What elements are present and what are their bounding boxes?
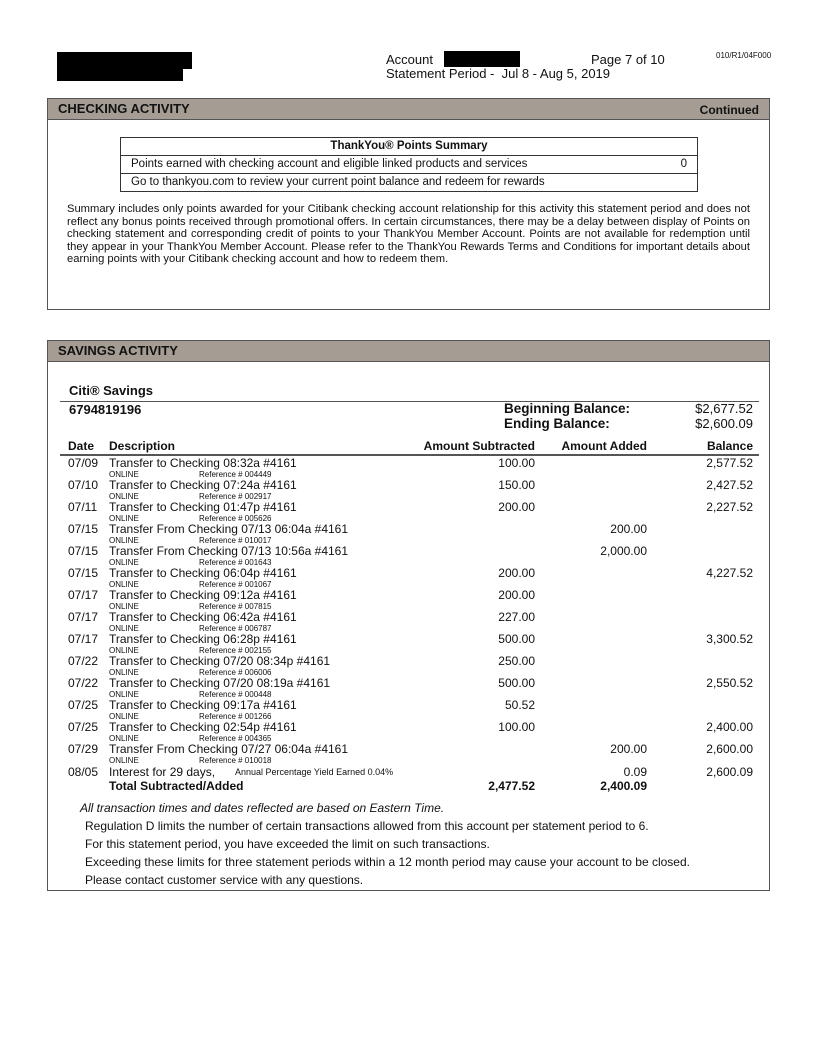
- table-row: [60, 589, 753, 611]
- row-channel: ONLINE: [109, 492, 139, 501]
- points-earned-value: 0: [680, 158, 687, 170]
- row-reference: Reference # 004365: [199, 734, 272, 743]
- note-contact: Please contact customer service with any questions.: [85, 873, 364, 887]
- row-amount-subtracted: 200.00: [498, 588, 535, 602]
- row-description: Transfer From Checking 07/27 06:04a #4161: [109, 742, 349, 756]
- total-row: [60, 780, 753, 793]
- row-channel: ONLINE: [109, 536, 139, 545]
- row-amount-added: 200.00: [610, 742, 647, 756]
- table-row: [60, 633, 753, 655]
- table-row: [60, 611, 753, 633]
- row-date: 07/22: [68, 654, 99, 668]
- row-date: 07/15: [68, 566, 99, 580]
- row-reference: Reference # 010017: [199, 536, 272, 545]
- row-amount-added: 200.00: [610, 522, 647, 536]
- row-date: 07/29: [68, 742, 99, 756]
- thankyou-title: ThankYou® Points Summary: [330, 140, 488, 152]
- col-amount-added: Amount Added: [561, 439, 647, 453]
- row-reference: Reference # 001266: [199, 712, 272, 721]
- row-amount-added: 0.09: [623, 765, 647, 779]
- row-channel: ONLINE: [109, 602, 139, 611]
- table-header: [60, 440, 753, 454]
- redeem-row: [121, 173, 697, 191]
- savings-activity-section: [47, 340, 770, 891]
- redacted-address: [57, 66, 183, 81]
- row-channel: ONLINE: [109, 646, 139, 655]
- table-row: [60, 655, 753, 677]
- row-date: 07/17: [68, 632, 99, 646]
- row-balance: 2,600.00: [706, 742, 753, 756]
- row-date: 07/25: [68, 698, 99, 712]
- row-description: Transfer to Checking 06:28p #4161: [109, 632, 297, 646]
- page-number: Page 7 of 10: [591, 52, 665, 67]
- row-amount-subtracted: 500.00: [498, 676, 535, 690]
- statement-period: Statement Period - Jul 8 - Aug 5, 2019: [386, 66, 611, 81]
- thankyou-points-summary: [120, 137, 698, 192]
- row-description: Transfer to Checking 07/20 08:19a #4161: [109, 676, 331, 690]
- note-eastern-time: All transaction times and dates reflected are based on Eastern Time.: [80, 801, 445, 815]
- row-reference: Reference # 002917: [199, 492, 272, 501]
- row-balance: 2,550.52: [706, 676, 753, 690]
- row-balance: 2,600.09: [706, 765, 753, 779]
- col-date: Date: [68, 439, 95, 453]
- row-date: 07/15: [68, 522, 99, 536]
- section-title: CHECKING ACTIVITY: [58, 101, 190, 116]
- row-description: Transfer From Checking 07/13 10:56a #4161: [109, 544, 349, 558]
- col-description: Description: [109, 439, 176, 453]
- ending-balance-label: Ending Balance:: [504, 416, 610, 431]
- row-description: Transfer to Checking 09:17a #4161: [109, 698, 297, 712]
- beginning-balance-value: $2,677.52: [695, 401, 753, 416]
- section-title: SAVINGS ACTIVITY: [58, 343, 178, 358]
- row-description: Transfer From Checking 07/13 06:04a #4161: [109, 522, 349, 536]
- row-channel: ONLINE: [109, 756, 139, 765]
- row-reference: Reference # 010018: [199, 756, 272, 765]
- row-reference: Reference # 000448: [199, 690, 272, 699]
- row-amount-subtracted: 250.00: [498, 654, 535, 668]
- table-row: [60, 523, 753, 545]
- row-description: Transfer to Checking 08:32a #4161: [109, 456, 297, 470]
- table-row: [60, 721, 753, 743]
- row-reference: Reference # 002155: [199, 646, 272, 655]
- row-date: 07/11: [68, 500, 98, 514]
- row-date: 07/17: [68, 610, 99, 624]
- row-balance: 2,227.52: [706, 500, 753, 514]
- row-description: Interest for 29 days,: [109, 765, 216, 779]
- row-channel: ONLINE: [109, 668, 139, 677]
- row-reference: Reference # 007815: [199, 602, 272, 611]
- row-reference: Reference # 005626: [199, 514, 272, 523]
- table-row: [60, 479, 753, 501]
- row-channel: ONLINE: [109, 734, 139, 743]
- row-amount-subtracted: 100.00: [498, 720, 535, 734]
- form-code: 010/R1/04F000: [716, 51, 772, 60]
- section-header: [48, 341, 769, 362]
- ending-balance-value: $2,600.09: [695, 416, 753, 431]
- row-channel: ONLINE: [109, 690, 139, 699]
- row-amount-subtracted: 150.00: [498, 478, 535, 492]
- row-channel: ONLINE: [109, 558, 139, 567]
- interest-row: [60, 766, 753, 779]
- redeem-text: Go to thankyou.com to review your current point balance and redeem for rewards: [131, 176, 545, 188]
- row-amount-subtracted: 200.00: [498, 566, 535, 580]
- total-added: 2,400.09: [600, 779, 647, 793]
- table-row: [60, 743, 753, 765]
- table-row: [60, 699, 753, 721]
- row-date: 07/22: [68, 676, 99, 690]
- row-reference: Reference # 004449: [199, 470, 272, 479]
- table-row: [60, 501, 753, 523]
- row-amount-subtracted: 500.00: [498, 632, 535, 646]
- note-regulation-d: Regulation D limits the number of certain transactions allowed from this account per statement period to 6.: [85, 819, 649, 833]
- row-channel: ONLINE: [109, 470, 139, 479]
- account-label: Account: [386, 52, 433, 67]
- row-date: 07/15: [68, 544, 99, 558]
- row-description: Transfer to Checking 07/20 08:34p #4161: [109, 654, 331, 668]
- row-balance: 2,427.52: [706, 478, 753, 492]
- redacted-account-number: [444, 51, 520, 67]
- row-balance: 4,227.52: [706, 566, 753, 580]
- row-channel: ONLINE: [109, 712, 139, 721]
- row-description: Transfer to Checking 02:54p #4161: [109, 720, 297, 734]
- section-header: [48, 99, 769, 120]
- product-name: Citi® Savings: [69, 383, 153, 398]
- row-date: 07/10: [68, 478, 99, 492]
- row-channel: ONLINE: [109, 624, 139, 633]
- col-amount-subtracted: Amount Subtracted: [423, 439, 535, 453]
- row-amount-subtracted: 227.00: [498, 610, 535, 624]
- row-balance: 2,400.00: [706, 720, 753, 734]
- row-reference: Reference # 006787: [199, 624, 272, 633]
- total-subtracted: 2,477.52: [488, 779, 535, 793]
- note-closure: Exceeding these limits for three statement periods within a 12 month period may cause your account to be closed.: [85, 855, 690, 869]
- total-label: Total Subtracted/Added: [109, 779, 244, 793]
- col-balance: Balance: [706, 439, 753, 453]
- row-amount-added: 2,000.00: [600, 544, 647, 558]
- table-row: [60, 545, 753, 567]
- apy-note: Annual Percentage Yield Earned 0.04%: [235, 767, 394, 777]
- table-row: [60, 457, 753, 479]
- note-exceeded: For this statement period, you have exceeded the limit on such transactions.: [85, 837, 490, 851]
- row-channel: ONLINE: [109, 580, 139, 589]
- row-reference: Reference # 006006: [199, 668, 272, 677]
- row-amount-subtracted: 50.52: [504, 698, 535, 712]
- table-row: [60, 567, 753, 589]
- points-earned-label: Points earned with checking account and eligible linked products and services: [131, 158, 528, 170]
- row-balance: 2,577.52: [706, 456, 753, 470]
- row-date: 07/17: [68, 588, 99, 602]
- row-amount-subtracted: 200.00: [498, 500, 535, 514]
- row-description: Transfer to Checking 01:47p #4161: [109, 500, 297, 514]
- row-description: Transfer to Checking 07:24a #4161: [109, 478, 297, 492]
- row-date: 07/09: [68, 456, 99, 470]
- row-reference: Reference # 001643: [199, 558, 272, 567]
- points-summary-text: Summary includes only points awarded for your Citibank checking account relationship for this activity this statement period and does not reflect any bonus points received through promotional offers. In certain circumstances, there may be a delay between display of Points on checking statement and corresponding credit of points to your ThankYou Member Account. Points are not available for redemption until they appear in your ThankYou Member Account. Please refer to the ThankYou Rewards Terms and Conditions for important details about earning points with your Citibank checking account and how to redeem them.: [67, 203, 750, 266]
- beginning-balance-label: Beginning Balance:: [504, 401, 631, 416]
- points-earned-row: [121, 155, 697, 173]
- continued-label: Continued: [699, 103, 759, 117]
- row-description: Transfer to Checking 06:42a #4161: [109, 610, 297, 624]
- row-description: Transfer to Checking 09:12a #4161: [109, 588, 297, 602]
- row-description: Transfer to Checking 06:04p #4161: [109, 566, 297, 580]
- row-balance: 3,300.52: [706, 632, 753, 646]
- checking-activity-section: [47, 98, 770, 310]
- row-date: 07/25: [68, 720, 99, 734]
- account-number: 6794819196: [69, 402, 142, 417]
- row-reference: Reference # 001067: [199, 580, 272, 589]
- row-channel: ONLINE: [109, 514, 139, 523]
- row-amount-subtracted: 100.00: [498, 456, 535, 470]
- table-row: [60, 677, 753, 699]
- row-date: 08/05: [68, 765, 99, 779]
- divider: [60, 401, 759, 402]
